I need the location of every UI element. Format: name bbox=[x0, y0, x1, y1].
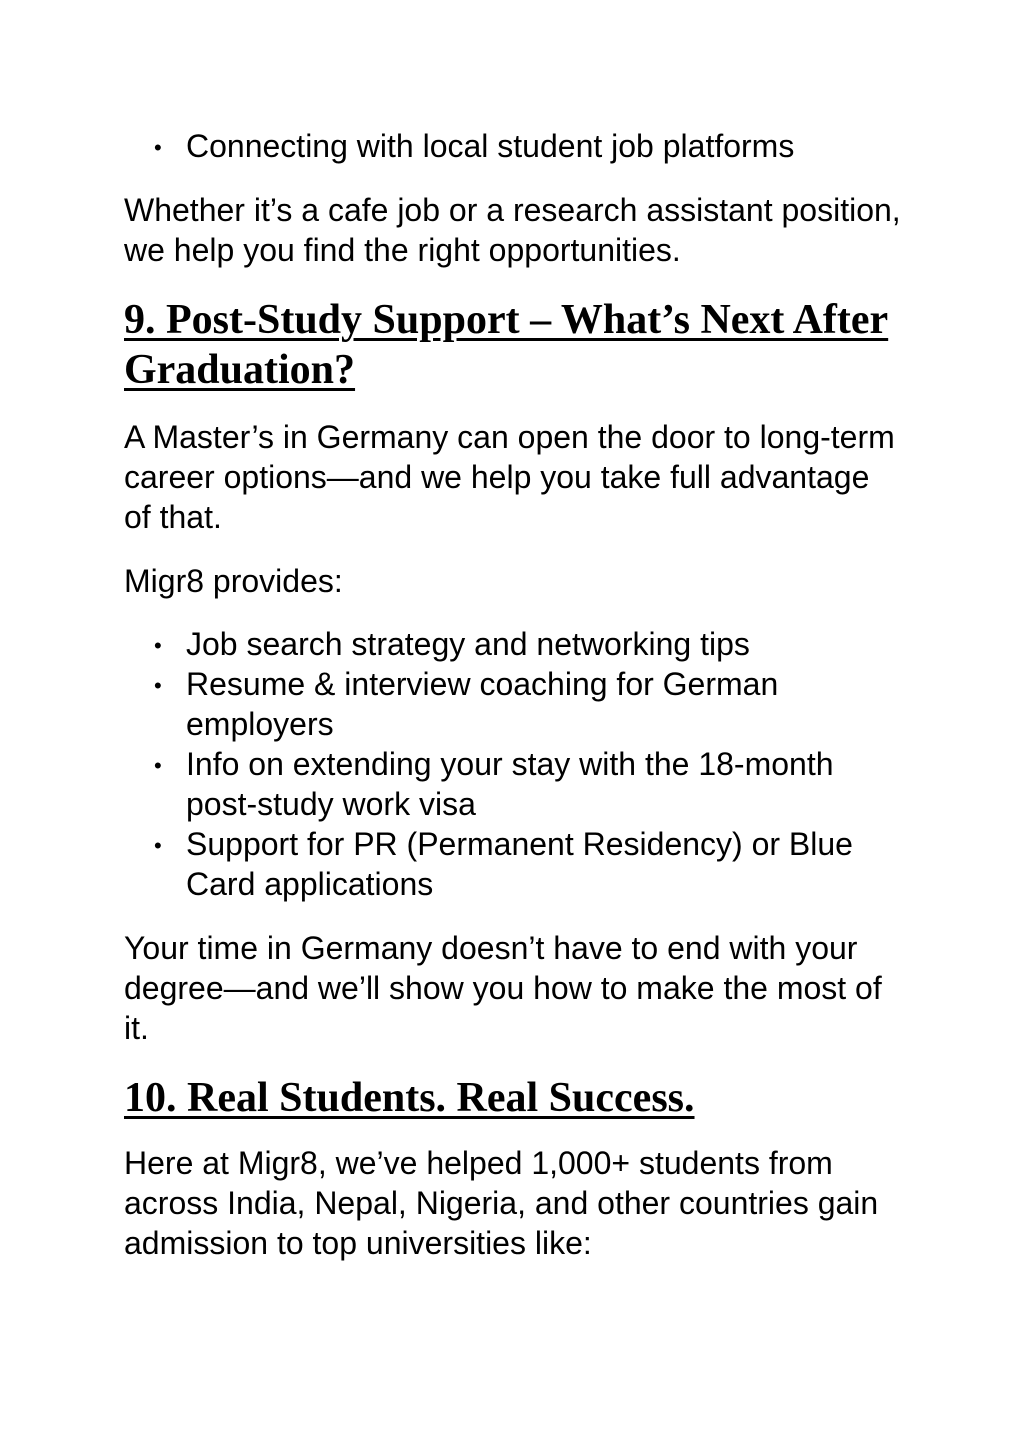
bullet-icon: • bbox=[154, 135, 162, 160]
section-heading-9: 9. Post-Study Support – What’s Next After Graduation? bbox=[124, 297, 889, 393]
list-item bbox=[124, 664, 904, 744]
list-item-text: Support for PR (Permanent Residency) or Blue Card applications bbox=[186, 826, 853, 902]
bullet-icon: • bbox=[154, 833, 162, 858]
list-item bbox=[124, 624, 904, 664]
paragraph-section10-intro: Here at Migr8, we’ve helped 1,000+ students from across India, Nepal, Nigeria, and other countries gain admission to top universities like: bbox=[124, 1145, 879, 1261]
document-page bbox=[124, 122, 904, 1263]
section-heading-10: 10. Real Students. Real Success. bbox=[124, 1075, 695, 1121]
list-item bbox=[124, 126, 904, 166]
bullet-icon: • bbox=[154, 673, 162, 698]
list-item bbox=[124, 744, 904, 824]
bullet-icon: • bbox=[154, 633, 162, 658]
paragraph-provides: Migr8 provides: bbox=[124, 563, 343, 599]
list-item-text: Connecting with local student job platforms bbox=[186, 128, 795, 164]
list-item-text: Job search strategy and networking tips bbox=[186, 626, 750, 662]
paragraph-section9-intro: A Master’s in Germany can open the door to long-term career options—and we help you take full advantage of that. bbox=[124, 419, 895, 535]
paragraph-section9-closing: Your time in Germany doesn’t have to end with your degree—and we’ll show you how to make the most of it. bbox=[124, 930, 882, 1046]
list-item bbox=[124, 824, 904, 904]
list-item-text: Resume & interview coaching for German employers bbox=[186, 666, 779, 742]
list-item-text: Info on extending your stay with the 18-month post-study work visa bbox=[186, 746, 834, 822]
bullet-icon: • bbox=[154, 753, 162, 778]
top-bullet-list bbox=[124, 126, 904, 166]
paragraph-jobs: Whether it’s a cafe job or a research assistant position, we help you find the right opportunities. bbox=[124, 192, 901, 268]
section9-bullet-list bbox=[124, 624, 904, 904]
